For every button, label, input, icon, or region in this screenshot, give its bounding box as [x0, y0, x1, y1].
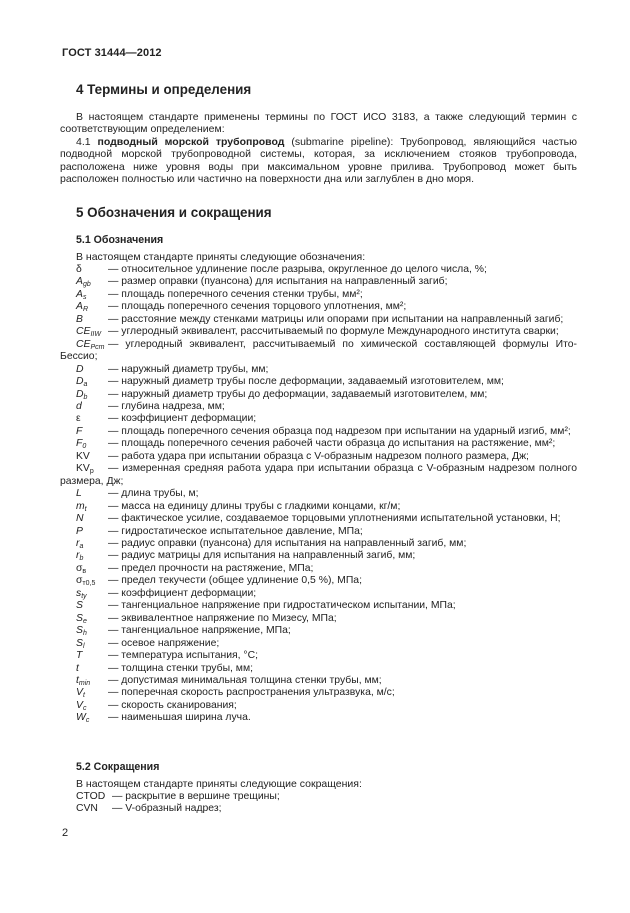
symbol: D	[76, 363, 84, 375]
abbreviation-key: CTOD	[76, 791, 106, 802]
symbol-subscript: c	[85, 717, 90, 725]
symbol-row	[60, 289, 577, 301]
symbol-subscript: в	[82, 567, 87, 575]
abbreviation-description: — раскрытие в вершине трещины;	[112, 791, 280, 802]
abbreviation-description: — V-образный надрез;	[112, 803, 222, 815]
symbol-subscript: т0,5	[82, 580, 96, 588]
symbol-row	[60, 650, 577, 662]
symbol-row	[60, 638, 577, 650]
symbol-description: — длина трубы, м;	[108, 488, 199, 500]
symbol: $CE_{Pcm}$	[76, 338, 105, 351]
document-code-header: ГОСТ 31444—2012	[62, 47, 162, 59]
symbol: $A_R$	[76, 301, 88, 314]
symbol: N	[76, 513, 84, 525]
symbol-description: — масса на единицу длины трубы с гладкими концами, кг/м;	[108, 500, 401, 512]
symbol-row	[60, 538, 577, 550]
symbol-row	[60, 550, 577, 562]
symbol: L	[76, 488, 82, 500]
abbreviation-row	[76, 803, 222, 815]
page-number: 2	[62, 827, 69, 839]
symbol-description: — углеродный эквивалент, рассчитываемый по химической составляющей формулы Ито-Бессио;	[60, 338, 577, 363]
symbol-description: — наружный диаметр трубы, мм;	[108, 363, 269, 375]
symbol-row	[60, 625, 577, 637]
term-name: подводный морской трубопровод	[97, 136, 285, 148]
symbol-subscript: a	[83, 381, 88, 389]
symbol-subscript: e	[82, 617, 87, 625]
symbol-description: — глубина надреза, мм;	[108, 400, 225, 412]
symbol: $m_t$	[76, 500, 87, 513]
symbol: $\sigma_{т0,5}$	[76, 575, 96, 588]
symbol-row	[60, 675, 577, 687]
symbol: P	[76, 525, 83, 537]
symbol-description: — относительное удлинение после разрыва, округленное до целого числа, %;	[108, 264, 487, 275]
symbol-row	[60, 663, 577, 675]
symbol-row	[60, 501, 577, 513]
symbol: t	[76, 662, 79, 674]
symbol-row	[60, 314, 577, 326]
symbol-row	[60, 700, 577, 712]
symbol-description: — коэффициент деформации;	[108, 587, 257, 599]
symbol-row	[60, 339, 577, 364]
symbol: KV	[76, 450, 90, 462]
symbol-row	[60, 513, 577, 525]
symbol-subscript: Pcm	[90, 343, 105, 351]
symbol-row	[60, 488, 577, 500]
symbol-description: — предел прочности на растяжение, МПа;	[108, 562, 314, 574]
symbol: $s_{ty}$	[76, 587, 87, 600]
symbol-subscript: t	[82, 692, 85, 700]
symbol: d	[76, 400, 82, 412]
symbol-subscript: h	[82, 630, 87, 638]
symbol: S	[76, 600, 83, 612]
symbol-row	[60, 687, 577, 699]
symbol-subscript: c	[82, 704, 87, 712]
subsection-5-1-title: 5.1 Обозначения	[76, 234, 164, 246]
term-definition	[60, 136, 577, 185]
symbol-row	[60, 389, 577, 401]
symbol-row	[60, 401, 577, 413]
symbol: $V_t$	[76, 687, 85, 700]
symbol-subscript: b	[83, 393, 88, 401]
symbol-description: — толщина стенки трубы, мм;	[108, 662, 253, 674]
symbol-description: — наименьшая ширина луча.	[108, 712, 251, 724]
symbol: $D_b$	[76, 388, 88, 401]
symbol-row	[60, 712, 577, 724]
symbol: $t_{min}$	[76, 674, 91, 687]
symbol-subscript: 0	[82, 443, 87, 451]
symbol-row	[60, 264, 577, 276]
symbol-row	[60, 588, 577, 600]
symbol-description: — эквивалентное напряжение по Мизесу, МПа;	[108, 612, 337, 624]
symbol: $D_a$	[76, 376, 88, 389]
symbol-description: — измеренная средняя работа удара при испытании образца с V-образным надрезом полного размера, Дж;	[60, 463, 577, 487]
symbol-subscript: l	[82, 642, 85, 650]
symbol-description: — углеродный эквивалент, рассчитываемый по формуле Международного института сварки;	[108, 326, 559, 338]
subsection-5-2-intro: В настоящем стандарте приняты следующие сокращения:	[76, 778, 362, 790]
symbol: $S_h$	[76, 625, 87, 638]
abbreviation-key: CVN	[76, 803, 98, 815]
symbol-description: — наружный диаметр трубы до деформации, задаваемый изготовителем, мм;	[108, 388, 488, 400]
symbol-description: — площадь поперечного сечения образца под надрезом при испытании на ударный изгиб, мм²;	[108, 425, 571, 437]
section-4-title: 4 Термины и определения	[76, 82, 252, 97]
symbol: ε	[76, 413, 81, 425]
symbol-row	[60, 276, 577, 288]
symbol-description: — площадь поперечного сечения рабочей части образца до испытания на растяжение, мм²;	[108, 438, 556, 450]
symbol: $\sigma_в$	[76, 562, 87, 575]
symbol: $W_c$	[76, 712, 90, 725]
symbol-description: — площадь поперечного сечения стенки трубы, мм²;	[108, 288, 363, 300]
symbol-description: — площадь поперечного сечения торцового уплотнения, мм²;	[108, 301, 407, 313]
symbol-row	[60, 600, 577, 612]
symbol: B	[76, 313, 83, 325]
symbol-row	[60, 364, 577, 376]
symbol-description: — расстояние между стенками матрицы или опорами при испытании на направленный загиб;	[108, 313, 564, 325]
symbol: $A_s$	[76, 288, 87, 301]
symbol-row	[60, 438, 577, 450]
symbol: $V_c$	[76, 699, 87, 712]
symbol-row	[60, 463, 577, 488]
symbol-subscript: R	[82, 306, 88, 314]
symbol-description: — гидростатическое испытательное давление, МПа;	[108, 525, 363, 537]
symbol-description: — тангенциальное напряжение при гидростатическом испытании, МПа;	[108, 600, 456, 612]
symbols-list	[60, 264, 577, 725]
symbol: δ	[76, 264, 82, 275]
symbol-row	[60, 413, 577, 425]
symbol-description: — температура испытания, °С;	[108, 650, 258, 662]
symbol-row	[60, 451, 577, 463]
symbol-subscript: t	[84, 505, 87, 513]
symbol-row	[60, 326, 577, 338]
subsection-5-1-intro: В настоящем стандарте приняты следующие обозначения:	[76, 251, 366, 263]
symbol-row	[60, 376, 577, 388]
symbol-subscript: p	[89, 468, 94, 476]
symbol-subscript: a	[79, 542, 84, 550]
symbol-description: — фактическое усилие, создаваемое торцовыми уплотнениями испытательной установки, Н;	[108, 513, 561, 525]
section-5-title: 5 Обозначения и сокращения	[76, 205, 272, 220]
symbol-description: — скорость сканирования;	[108, 699, 237, 711]
symbol-description: — наружный диаметр трубы после деформации, задаваемый изготовителем, мм;	[108, 376, 504, 388]
symbol: T	[76, 650, 83, 662]
symbol: $r_a$	[76, 537, 84, 550]
term-number: 4.1	[76, 136, 98, 148]
symbol: $F_0$	[76, 438, 87, 451]
symbol: F	[76, 425, 83, 437]
symbol: $KV_p$	[76, 463, 94, 476]
symbol-row	[60, 613, 577, 625]
symbol-description: — поперечная скорость распространения ультразвука, м/с;	[108, 687, 395, 699]
symbol-description: — радиус оправки (пуансона) для испытания на направленный загиб, мм;	[108, 537, 467, 549]
symbol: $CE_{IIW}$	[76, 326, 101, 339]
symbol: $r_b$	[76, 550, 84, 563]
symbol-subscript: IIW	[90, 331, 101, 339]
symbol-subscript: s	[82, 293, 87, 301]
symbol-row	[60, 526, 577, 538]
symbol-row	[60, 426, 577, 438]
symbol-description: — размер оправки (пуансона) для испытания на направленный загиб;	[108, 276, 448, 288]
symbol: $S_l$	[76, 637, 85, 650]
symbol-description: — предел текучести (общее удлинение 0,5 %), МПа;	[108, 575, 362, 587]
section-4-intro: В настоящем стандарте применены термины по ГОСТ ИСО 3183, а также следующий термин с соответствующим определением:	[60, 111, 577, 136]
symbol-description: — радиус матрицы для испытания на направленный загиб, мм;	[108, 550, 416, 562]
symbol-description: — осевое напряжение;	[108, 637, 220, 649]
symbol-row	[60, 563, 577, 575]
symbol-row	[60, 575, 577, 587]
symbol-subscript: b	[79, 555, 84, 563]
symbol-subscript: min	[78, 679, 91, 687]
symbol-subscript: gb	[82, 281, 91, 289]
symbol: $A_{gb}$	[76, 276, 91, 289]
symbol-description: — работа удара при испытании образца с V-образным надрезом полного размера, Дж;	[108, 450, 529, 462]
symbol-row	[60, 301, 577, 313]
symbol-subscript: ty	[81, 592, 87, 600]
symbol: $S_e$	[76, 612, 87, 625]
symbol-description: — допустимая минимальная толщина стенки трубы, мм;	[108, 674, 382, 686]
symbol-description: — коэффициент деформации;	[108, 413, 257, 425]
term-definition-text: (submarine pipeline): Трубопровод, являющийся частью подводной морской трубопроводной системы, которая, за исключением стояков трубопровода, расположена ниже уровня воды при максимальном уровне прилива. Трубопровод может быть расположен полностью или частично на поверхности дна или заглублен в дно моря.	[60, 136, 577, 185]
abbreviation-row	[76, 791, 280, 803]
symbol-description: — тангенциальное напряжение, МПа;	[108, 625, 291, 637]
subsection-5-2-title: 5.2 Сокращения	[76, 761, 160, 773]
